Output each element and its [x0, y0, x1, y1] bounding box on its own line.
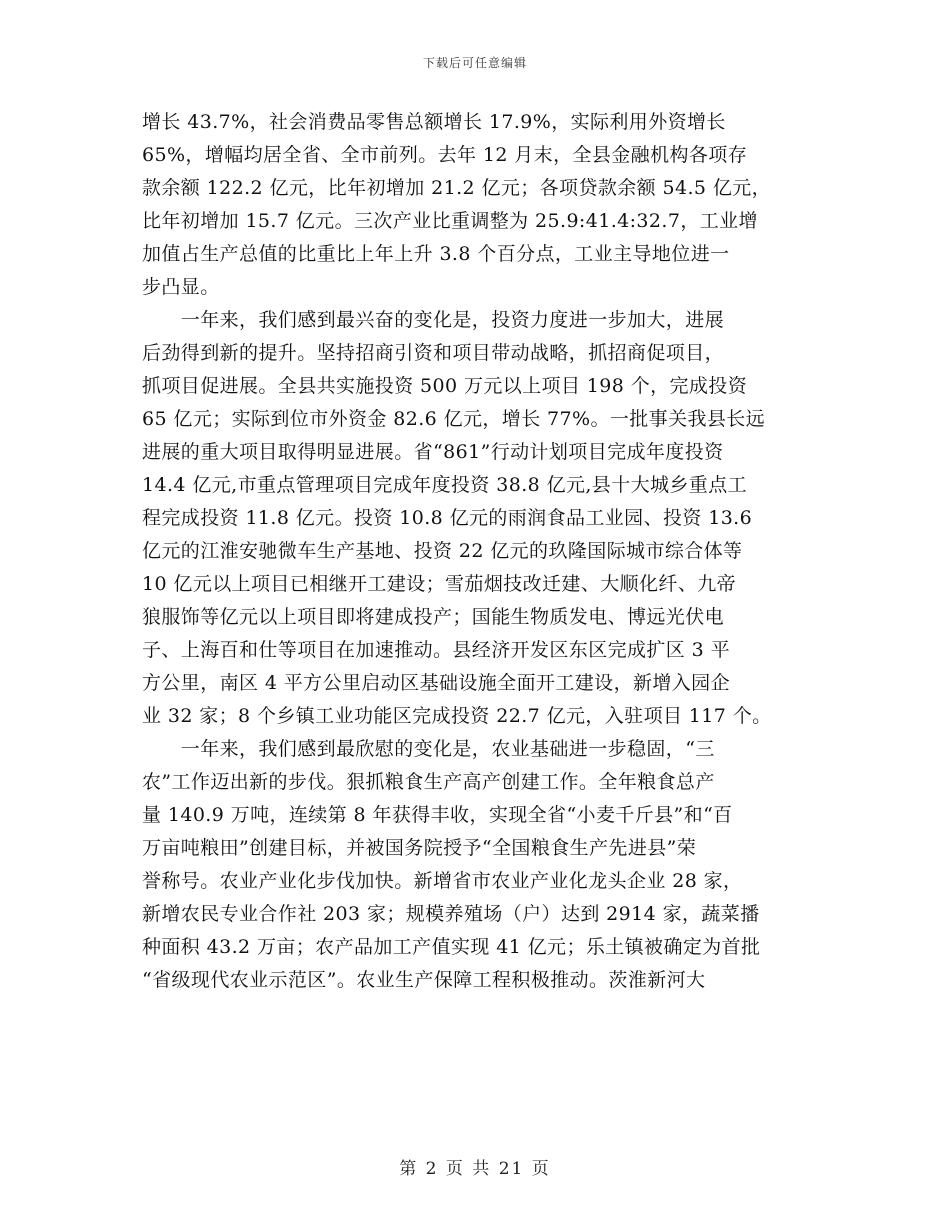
text-line: 10 亿元以上项目已相继开工建设；雪茄烟技改迁建、大顺化纤、九帝 — [142, 573, 737, 595]
text-line: 增长 43.7%，社会消费品零售总额增长 17.9%，实际利用外资增长 — [142, 111, 726, 133]
text-line: “省级现代农业示范区”。农业生产保障工程积极推动。茨淮新河大 — [142, 969, 706, 991]
text-line: 65%，增幅均居全省、全市前列。去年 12 月末，全县金融机构各项存 — [142, 144, 748, 166]
document-body — [142, 106, 814, 997]
text-line: 14.4 亿元,市重点管理项目完成年度投资 38.8 亿元,县十大城乡重点工 — [142, 474, 748, 496]
text-line: 子、上海百和仕等项目在加速推动。县经济开发区东区完成扩区 3 平 — [142, 639, 730, 661]
text-line: 一年来，我们感到最兴奋的变化是，投资力度进一步加大，进展 — [142, 309, 725, 331]
text-line: 万亩吨粮田”创建目标，并被国务院授予“全国粮食生产先进县”荣 — [142, 837, 697, 859]
text-line: 量 140.9 万吨，连续第 8 年获得丰收，实现全省“小麦千斤县”和“百 — [142, 804, 733, 826]
text-line: 狼服饰等亿元以上项目即将建成投产；国能生物质发电、博远光伏电 — [142, 606, 725, 628]
text-line: 业 32 家；8 个乡镇工业功能区完成投资 22.7 亿元，入驻项目 117 个。 — [142, 705, 772, 727]
text-line: 抓项目促进展。全县共实施投资 500 万元以上项目 198 个，完成投资 — [142, 375, 748, 397]
text-line: 方公里，南区 4 平方公里启动区基础设施全面开工建设，新增入园企 — [142, 672, 730, 694]
page-number-footer: 第 2 页 共 21 页 — [399, 1159, 551, 1179]
text-line: 种面积 43.2 万亩；农产品加工产值实现 41 亿元；乐土镇被确定为首批 — [142, 936, 761, 958]
text-line: 款余额 122.2 亿元，比年初增加 21.2 亿元；各项贷款余额 54.5 亿元， — [142, 177, 772, 199]
text-line: 步凸显。 — [142, 276, 220, 298]
text-line: 比年初增加 15.7 亿元。三次产业比重调整为 25.9:41.4:32.7，工业增 — [142, 210, 758, 232]
text-line: 后劲得到新的提升。坚持招商引资和项目带动战略，抓招商促项目， — [142, 342, 725, 364]
page-header-note: 下载后可任意编辑 — [422, 56, 527, 70]
text-line: 农”工作迈出新的步伐。狠抓粮食生产高产创建工作。全年粮食总产 — [142, 771, 715, 793]
text-line: 65 亿元；实际到位市外资金 82.6 亿元，增长 77%。一批事关我县长远 — [142, 408, 766, 430]
text-line: 程完成投资 11.8 亿元。投资 10.8 亿元的雨润食品工业园、投资 13.6 — [142, 507, 753, 529]
text-line: 一年来，我们感到最欣慰的变化是，农业基础进一步稳固，“三 — [142, 738, 715, 760]
text-line: 进展的重大项目取得明显进展。省“861”行动计划项目完成年度投资 — [142, 441, 724, 463]
text-line: 亿元的江淮安驰微车生产基地、投资 22 亿元的玖隆国际城市综合体等 — [142, 540, 743, 562]
text-line: 誉称号。农业产业化步伐加快。新增省市农业产业化龙头企业 28 家， — [142, 870, 743, 892]
text-line: 新增农民专业合作社 203 家；规模养殖场（户）达到 2914 家，蔬菜播 — [142, 903, 760, 925]
text-line: 加值占生产总值的比重比上年上升 3.8 个百分点，工业主导地位进一 — [142, 243, 730, 265]
